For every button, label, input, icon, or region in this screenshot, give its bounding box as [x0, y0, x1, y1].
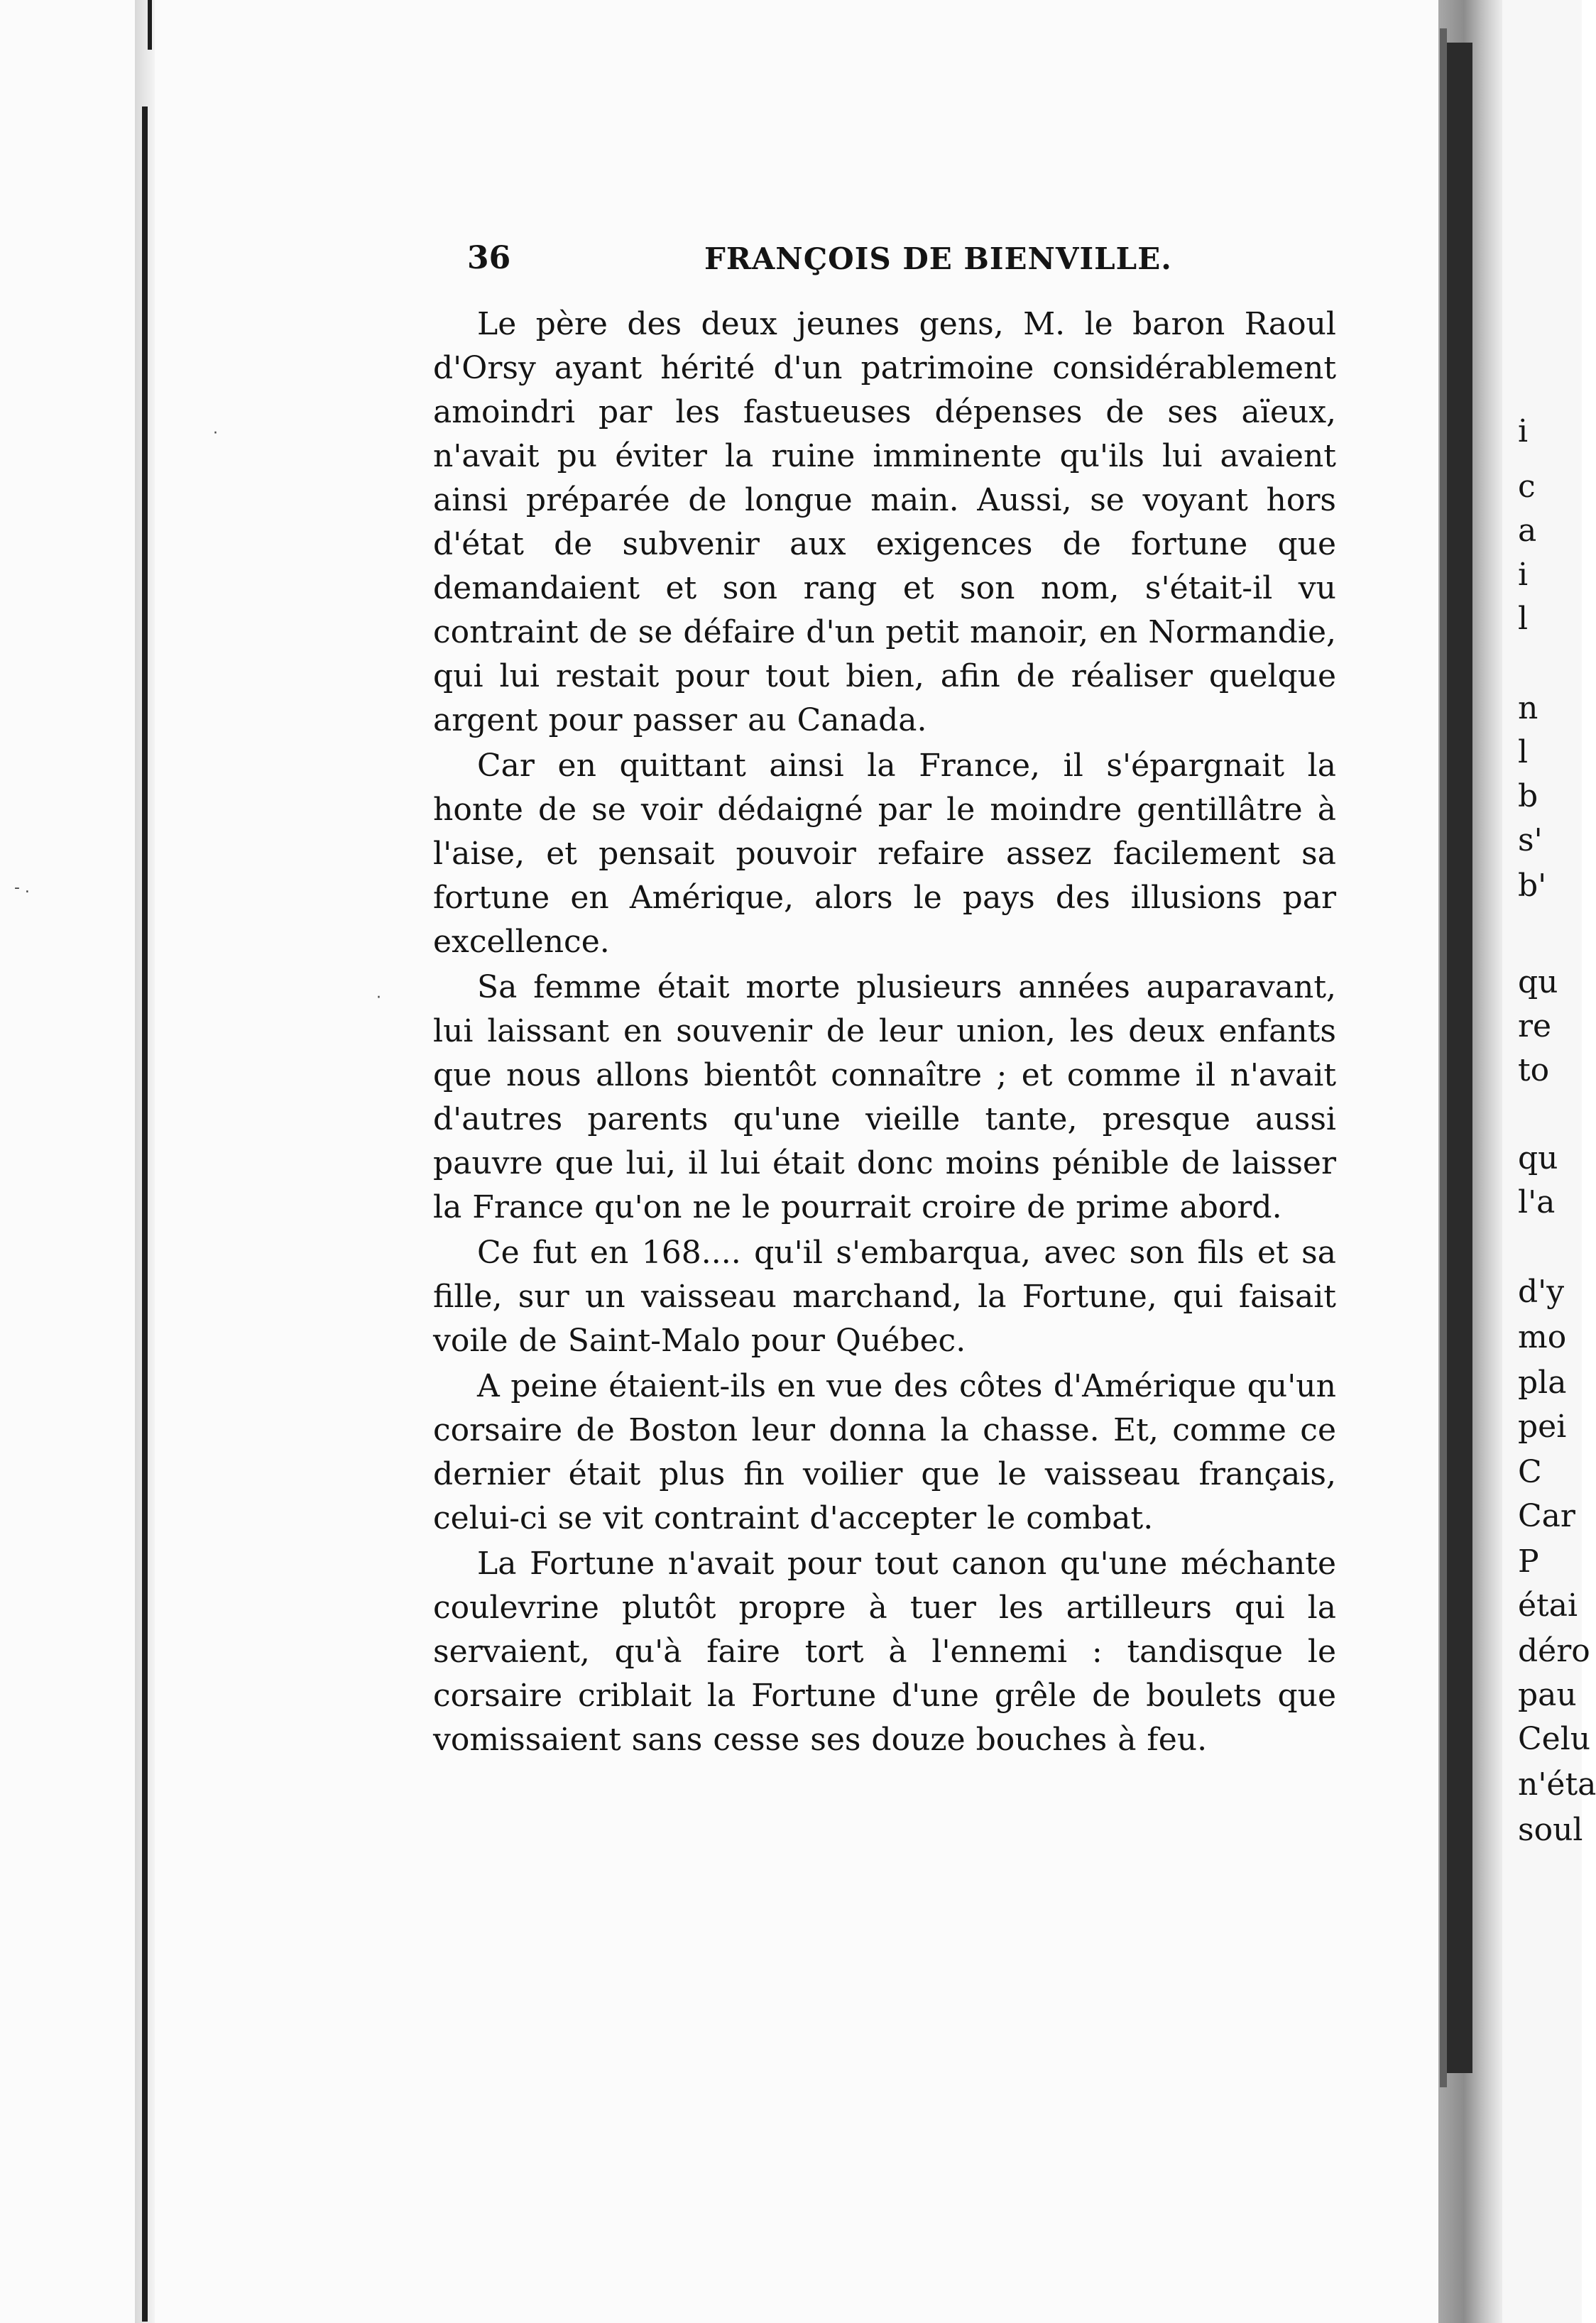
facing-page-fragment: étai: [1518, 1587, 1578, 1624]
facing-page-fragment: déro: [1518, 1633, 1590, 1669]
body-paragraph: Car en quittant ainsi la France, il s'épargnait la honte de se voir dédaigné par le moindre gentillâtre à l'aise, et pensait pouvoir refaire assez facilement sa fortune en Amérique, alors le pays des illusions par excellence.: [433, 748, 1336, 960]
facing-page-fragment: pei: [1518, 1409, 1567, 1445]
left-page-edge-line: [142, 106, 148, 2322]
page-number: 36: [467, 240, 511, 276]
stray-mark: - .: [14, 879, 30, 897]
facing-page-fragment: pla: [1518, 1365, 1567, 1401]
facing-page-fragment: i: [1518, 557, 1529, 593]
body-paragraph: Sa femme était morte plusieurs années auparavant, lui laissant en souvenir de leur union, les deux enfants que nous allons bientôt connaître ; et comme il n'avait d'autres parents qu'une vieille tante, presque aussi pauvre que lui, il lui était donc moins pénible de laisser la France qu'on ne le pourrait croire de prime abord.: [433, 969, 1336, 1225]
facing-page-fragment: re: [1518, 1008, 1552, 1044]
facing-page-fragment: pau: [1518, 1677, 1577, 1713]
facing-page-fragment: b: [1518, 778, 1538, 814]
facing-page-fragment: Car: [1518, 1498, 1575, 1534]
running-title: FRANÇOIS DE BIENVILLE.: [704, 241, 1172, 276]
facing-page-fragment: c: [1518, 469, 1536, 505]
book-gutter-edge: [1440, 28, 1447, 2087]
body-paragraph: A peine étaient-ils en vue des côtes d'Amérique qu'un corsaire de Boston leur donna la chasse. Et, comme ce dernier était plus fin voilier que le vaisseau français, celui-ci se vit contraint d'accepter le combat.: [433, 1368, 1336, 1536]
facing-page-fragment: qu: [1518, 964, 1558, 1000]
facing-page-fragment: b': [1518, 868, 1547, 904]
facing-page-fragment: soul: [1518, 1812, 1583, 1848]
facing-page-fragment: n'éta: [1518, 1766, 1596, 1803]
facing-page-fragment: n: [1518, 690, 1538, 726]
facing-page-fragment: s': [1518, 822, 1543, 858]
book-gutter-shadow: [1447, 43, 1472, 2073]
facing-page-fragment: Celu: [1518, 1721, 1591, 1757]
stray-mark: ·: [213, 425, 218, 442]
page-header: [433, 234, 1336, 285]
facing-page-fragment: P: [1518, 1543, 1539, 1580]
body-paragraph: Ce fut en 168.... qu'il s'embarqua, avec son fils et sa fille, sur un vaisseau marchand, la Fortune, qui faisait voile de Saint-Malo pour Québec.: [433, 1235, 1336, 1359]
facing-page-fragment: l'a: [1518, 1184, 1556, 1220]
facing-page-fragment: l: [1518, 734, 1529, 770]
facing-page-fragment: qu: [1518, 1140, 1558, 1176]
body-paragraph: La Fortune n'avait pour tout canon qu'une méchante coulevrine plutôt propre à tuer les artilleurs qui la servaient, qu'à faire tort à l'ennemi : tandisque le corsaire criblait la Fortune d'une grêle de boulets que vomissaient sans cesse ses douze bouches à feu.: [433, 1546, 1336, 1758]
facing-page-fragment: to: [1518, 1052, 1550, 1088]
text-page: [433, 234, 1336, 1762]
facing-page-fragment: C: [1518, 1454, 1542, 1490]
body-paragraph: Le père des deux jeunes gens, M. le baron Raoul d'Orsy ayant hérité d'un patrimoine considérablement amoindri par les fastueuses dépenses de ses aïeux, n'avait pu éviter la ruine imminente qu'ils lui avaient ainsi préparée de longue main. Aussi, se voyant hors d'état de subvenir aux exigences de fortune que demandaient et son rang et son nom, s'était-il vu contraint de se défaire d'un petit manoir, en Normandie, qui lui restait pour tout bien, afin de réaliser quelque argent pour passer au Canada.: [433, 306, 1336, 738]
stray-mark: ·: [376, 989, 381, 1007]
facing-page-edge: [1502, 0, 1596, 2323]
facing-page-fragment: l: [1518, 601, 1529, 637]
facing-page-fragment: d'y: [1518, 1274, 1565, 1310]
left-page-edge-line-top: [148, 0, 152, 50]
facing-page-fragment: i: [1518, 413, 1529, 449]
facing-page-fragment: mo: [1518, 1319, 1567, 1355]
facing-page-fragment: a: [1518, 513, 1537, 549]
